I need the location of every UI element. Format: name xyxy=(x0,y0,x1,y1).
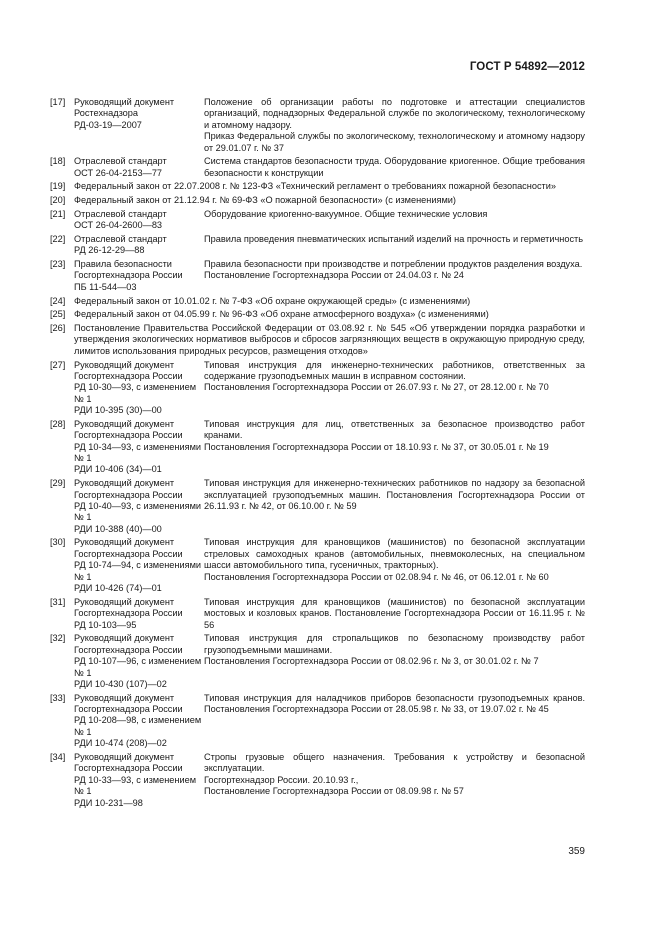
reference-document-line: РДИ 10-430 (107)—02 xyxy=(74,678,167,689)
reference-document-line: Руководящий документ xyxy=(74,633,175,644)
reference-description xyxy=(204,693,585,750)
reference-entry xyxy=(50,97,585,154)
reference-description xyxy=(204,97,585,154)
reference-document-line: Госгортехнадзора России xyxy=(74,489,183,500)
reference-document-line: Ростехнадзора xyxy=(74,108,139,119)
reference-entry xyxy=(50,309,585,320)
reference-description xyxy=(204,537,585,594)
reference-description-line: Госгортехнадзор России. 20.10.93 г., xyxy=(204,774,359,785)
reference-entry xyxy=(50,234,585,257)
reference-description xyxy=(204,419,585,476)
reference-description-line: Типовая инструкция для лиц, ответственных за безопасное производство работ кранами. xyxy=(204,418,585,441)
reference-document-line: Госгортехнадзора России xyxy=(74,270,183,281)
reference-document xyxy=(74,478,204,535)
reference-description xyxy=(204,752,585,809)
reference-document-line: ОСТ 26-04-2600—83 xyxy=(74,220,163,231)
reference-entry xyxy=(50,323,585,357)
reference-number: [30] xyxy=(50,537,66,548)
page-number: 359 xyxy=(568,846,585,857)
reference-document-line: Руководящий документ xyxy=(74,418,175,429)
reference-document-line: Правила безопасности xyxy=(74,259,172,270)
reference-document-line: РДИ 10-474 (208)—02 xyxy=(74,738,167,749)
reference-document-line: РД 26-12-29—88 xyxy=(74,245,145,256)
reference-document-line: Госгортехнадзора России xyxy=(74,763,183,774)
reference-document-line: Госгортехнадзора России xyxy=(74,430,183,441)
reference-document-line: Руководящий документ xyxy=(74,359,175,370)
reference-document-line: Руководящий документ xyxy=(74,97,175,107)
reference-entry xyxy=(50,360,585,417)
reference-number: [22] xyxy=(50,233,66,244)
reference-number: [24] xyxy=(50,295,66,306)
page-header-title: ГОСТ Р 54892—2012 xyxy=(469,61,585,73)
reference-document xyxy=(74,693,204,750)
reference-description-line: Постановления Госгортехнадзора России от 02.08.94 г. № 46, от 06.12.01 г. № 60 xyxy=(204,571,549,582)
reference-entry xyxy=(50,181,585,192)
reference-description-line: Постановление Госгортехнадзора России от 24.04.03 г. № 24 xyxy=(204,270,464,281)
reference-description-line: Правила безопасности при производстве и потреблении продуктов разделения воздуха. xyxy=(204,259,583,270)
reference-document-line: Отраслевой стандарт xyxy=(74,156,167,167)
reference-number: [19] xyxy=(50,181,66,192)
reference-document-line: РД 10-107—96, с изменением № 1 xyxy=(74,656,202,678)
reference-description xyxy=(204,156,585,179)
reference-document-line: Отраслевой стандарт xyxy=(74,208,167,219)
reference-document-line: РД 10-40—93, с изменениями № 1 xyxy=(74,500,202,523)
reference-entry xyxy=(50,419,585,476)
reference-description-line: Постановления Госгортехнадзора России от 18.10.93 г. № 37, от 30.05.01 г. № 19 xyxy=(204,441,549,452)
reference-description-line: Правила проведения пневматических испытаний изделий на прочность и герметичность xyxy=(204,233,584,244)
reference-description xyxy=(204,633,585,690)
reference-document xyxy=(74,360,204,417)
reference-document xyxy=(74,597,204,631)
reference-description-line: Стропы грузовые общего назначения. Требования к устройству и безопасной эксплуатации. xyxy=(204,751,585,774)
reference-document-line: РДИ 10-406 (34)—01 xyxy=(74,464,162,475)
reference-document-line: РДИ 10-231—98 xyxy=(74,797,143,808)
reference-entry xyxy=(50,597,585,631)
reference-entry xyxy=(50,537,585,594)
reference-document-line: Госгортехнадзора России xyxy=(74,370,183,381)
reference-document-line: Госгортехнадзора России xyxy=(74,608,183,619)
reference-document xyxy=(74,209,204,232)
reference-document xyxy=(74,633,204,690)
reference-description xyxy=(204,597,585,631)
reference-document-line: РД 10-30—93, с изменением № 1 xyxy=(74,382,197,404)
reference-document-line: ПБ 11-544—03 xyxy=(74,281,137,292)
reference-description-line: Приказ Федеральной службы по экологическому, технологическому и атомному надзору от 29.01.07 г. № 37 xyxy=(204,131,585,153)
reference-document-line: Отраслевой стандарт xyxy=(74,233,167,244)
reference-description xyxy=(204,360,585,417)
reference-document-line: Госгортехнадзора России xyxy=(74,704,183,715)
reference-description-line: Типовая инструкция для стропальщиков по безопасному производству работ грузоподъемными машинами. xyxy=(204,633,585,655)
reference-document-line: РД 10-103—95 xyxy=(74,619,137,630)
reference-document xyxy=(74,537,204,594)
reference-number: [21] xyxy=(50,208,66,219)
reference-entry xyxy=(50,259,585,293)
reference-document-line: РДИ 10-426 (74)—01 xyxy=(74,583,162,594)
reference-document-line: Руководящий документ xyxy=(74,478,175,489)
reference-document-line: РД-03-19—2007 xyxy=(74,119,142,130)
reference-number: [28] xyxy=(50,418,66,429)
reference-description xyxy=(204,234,585,257)
reference-entry xyxy=(50,752,585,809)
reference-text: Федеральный закон от 10.01.02 г. № 7-ФЗ «Об охране окружающей среды» (с изменениями) xyxy=(74,295,471,306)
reference-document-line: Госгортехнадзора России xyxy=(74,644,183,655)
reference-document-line: Руководящий документ xyxy=(74,596,175,607)
reference-document-line: Руководящий документ xyxy=(74,537,175,548)
reference-document xyxy=(74,97,204,154)
reference-number: [25] xyxy=(50,309,66,320)
reference-number: [34] xyxy=(50,751,66,762)
reference-document-line: ОСТ 26-04-2153—77 xyxy=(74,167,163,178)
reference-description xyxy=(204,209,585,232)
reference-number: [27] xyxy=(50,359,66,370)
reference-document-line: РД 10-33—93, с изменением № 1 xyxy=(74,774,197,797)
reference-document-line: РД 10-208—98, с изменением № 1 xyxy=(74,715,202,737)
reference-description-line: Оборудование криогенно-вакуумное. Общие технические условия xyxy=(204,208,488,219)
reference-document xyxy=(74,234,204,257)
reference-entry xyxy=(50,209,585,232)
reference-document xyxy=(74,156,204,179)
reference-number: [33] xyxy=(50,692,66,703)
reference-text: Постановление Правительства Российской Федерации от 03.08.92 г. № 545 «Об утверждении порядка разработки и утверждения экологических нормативов выбросов и сбросов загрязняющих веществ в окружающую природную среду, лимитов использования природных ресурсов, размещения отходов» xyxy=(74,322,585,356)
reference-description-line: Постановление Госгортехнадзора России от 08.09.98 г. № 57 xyxy=(204,786,464,797)
reference-document-line: Госгортехнадзора России xyxy=(74,548,183,559)
reference-description-line: Типовая инструкция для наладчиков приборов безопасности грузоподъемных кранов. Постановления Госгортехнадзора России от 28.05.98 г. № 33, от 19.07.02 г. № 45 xyxy=(204,692,585,715)
reference-number: [32] xyxy=(50,633,66,644)
reference-document-line: РД 10-74—94, с изменениями № 1 xyxy=(74,560,202,582)
reference-number: [31] xyxy=(50,596,66,607)
reference-description-line: Положение об организации работы по подготовке и аттестации специалистов организаций, поднадзорных Федеральной службе по экологическому, технологическому и атомному надзору. xyxy=(204,97,585,130)
reference-description-line: Типовая инструкция для крановщиков (машинистов) по безопасной эксплуатации стреловых самоходных кранов (автомобильных, пневмоколесных, на специальном шасси автомобильного типа, гусеничных, тракторных). xyxy=(204,537,585,571)
reference-entry xyxy=(50,156,585,179)
reference-number: [29] xyxy=(50,478,66,489)
reference-document-line: РД 10-34—93, с изменениями № 1 xyxy=(74,441,202,464)
reference-document xyxy=(74,259,204,293)
reference-number: [23] xyxy=(50,259,66,270)
reference-number: [17] xyxy=(50,97,66,107)
reference-document-line: Руководящий документ xyxy=(74,692,175,703)
reference-document-line: РДИ 10-388 (40)—00 xyxy=(74,523,162,534)
reference-entry xyxy=(50,478,585,535)
reference-entry xyxy=(50,693,585,750)
reference-text: Федеральный закон от 04.05.99 г. № 96-ФЗ «Об охране атмосферного воздуха» (с изменениями) xyxy=(74,309,489,320)
reference-entry xyxy=(50,296,585,307)
reference-list xyxy=(50,97,585,811)
reference-description-line: Постановления Госгортехнадзора России от 26.07.93 г. № 27, от 28.12.00 г. № 70 xyxy=(204,382,549,393)
reference-document-line: РДИ 10-395 (30)—00 xyxy=(74,405,162,416)
reference-description-line: Типовая инструкция для крановщиков (машинистов) по безопасной эксплуатации мостовых и козловых кранов. Постановление Госгортехнадзора России от 16.11.95 г. № 56 xyxy=(204,596,585,630)
reference-description-line: Система стандартов безопасности труда. Оборудование криогенное. Общие требования безопасности к конструкции xyxy=(204,156,585,178)
reference-number: [26] xyxy=(50,322,66,333)
reference-number: [20] xyxy=(50,195,66,206)
reference-text: Федеральный закон от 22.07.2008 г. № 123-ФЗ «Технический регламент о требованиях пожарной безопасности» xyxy=(74,181,557,192)
reference-description xyxy=(204,478,585,535)
reference-description-line: Типовая инструкция для инженерно-технических работников по надзору за безопасной эксплуатацией грузоподъемных машин. Постановления Госгортехнадзора России от 26.11.93 г. № 42, от 06.10.00 г. № 59 xyxy=(204,478,585,511)
reference-document xyxy=(74,752,204,809)
reference-document xyxy=(74,419,204,476)
reference-entry xyxy=(50,633,585,690)
reference-description xyxy=(204,259,585,293)
reference-description-line: Постановления Госгортехнадзора России от 08.02.96 г. № 3, от 30.01.02 г. № 7 xyxy=(204,656,539,667)
reference-number: [18] xyxy=(50,156,66,167)
reference-entry xyxy=(50,195,585,206)
reference-description-line: Типовая инструкция для инженерно-технических работников, ответственных за содержание грузоподъемных машин в исправном состоянии. xyxy=(204,359,585,381)
reference-text: Федеральный закон от 21.12.94 г. № 69-ФЗ «О пожарной безопасности» (с изменениями) xyxy=(74,195,456,206)
reference-document-line: Руководящий документ xyxy=(74,751,175,762)
